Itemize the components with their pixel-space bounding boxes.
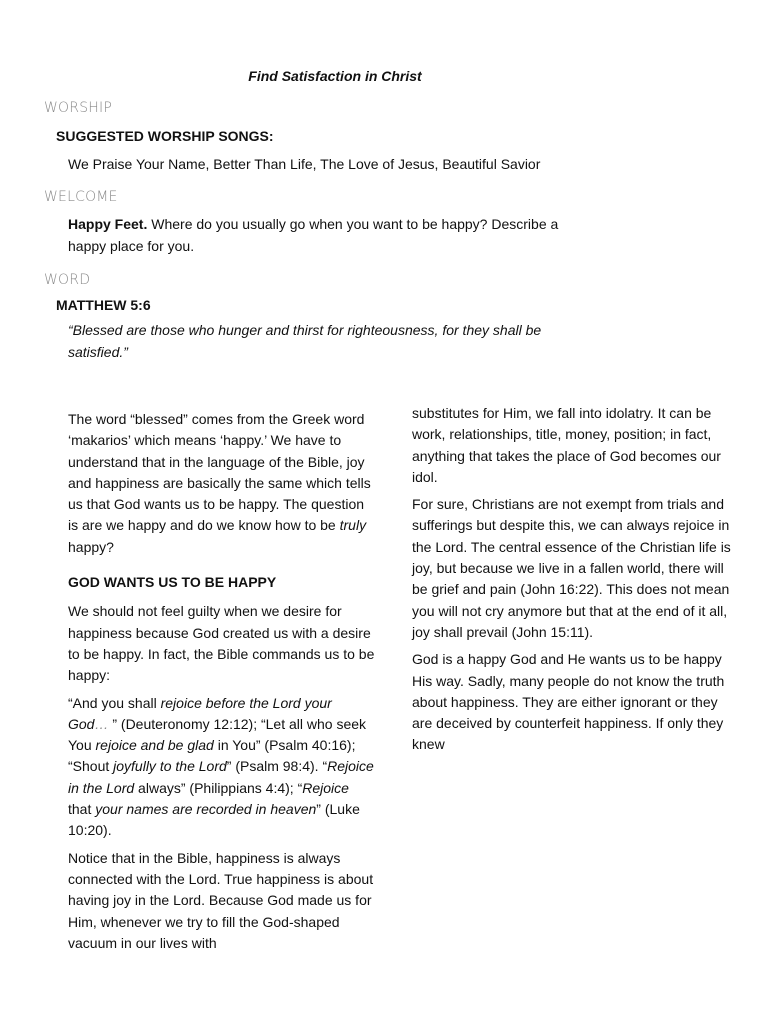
- text-run: that: [68, 801, 96, 818]
- text-run: ” (Luke 10:20).: [68, 801, 360, 839]
- text-run: always” (Philippians 4:4); “: [134, 779, 303, 796]
- scripture-reference: MATTHEW 5:6: [56, 297, 151, 313]
- text-run-italic: Rejoice: [302, 779, 349, 796]
- paragraph: [68, 409, 376, 558]
- page-title: Find Satisfaction in Christ: [248, 68, 422, 84]
- paragraph: God is a happy God and He wants us to be happy His way. Sadly, many people do not know the truth about happiness. They are either ignorant or they are deceived by counterfeit happiness. If only they knew: [412, 651, 725, 753]
- section-label-worship: WORSHIP: [44, 100, 112, 116]
- text-run: The word “blessed” comes from the Greek word ‘makarios’ which means ‘happy.’ We have to understand that in the language of the Bible, joy and happiness are basically the same which tells us that God wants us to be happy. The question is are we happy and do we know how to be: [68, 411, 371, 534]
- paragraph: We should not feel guilty when we desire for happiness because God created us with a desire to be happy. In fact, the Bible commands us to be happy:: [68, 603, 375, 684]
- section-label-word: WORD: [44, 272, 91, 288]
- welcome-question-text: Where do you usually go when you want to be happy? Describe a happy place for you.: [68, 216, 559, 254]
- scripture-quotes: [68, 693, 376, 842]
- text-run-italic: rejoice before the Lord your God: [68, 694, 332, 732]
- paragraph: Notice that in the Bible, happiness is always connected with the Lord. True happiness is about having joy in the Lord. Because God made us for Him, whenever we try to fill the God-shaped vacuum in our lives with: [68, 849, 374, 951]
- text-run-italic: truly: [339, 517, 367, 534]
- text-run: “And you shall: [68, 694, 161, 711]
- text-run-italic: rejoice and be glad: [95, 737, 214, 754]
- text-run-italic: Rejoice in the Lord: [68, 758, 374, 796]
- paragraph: substitutes for Him, we fall into idolatry. It can be work, relationships, title, money, position; in fact, anything that takes the place of God becomes our idol.: [412, 405, 721, 485]
- welcome-lead: Happy Feet.: [68, 216, 148, 232]
- text-run: ” (Deuteronomy 12:12); “Let all who seek You: [68, 715, 367, 754]
- subheading: GOD WANTS US TO BE HAPPY: [68, 574, 277, 591]
- text-run: happy?: [68, 538, 114, 555]
- column-left: [68, 409, 376, 960]
- text-run-italic: joyfully to the Lord: [113, 758, 227, 775]
- worship-songs-heading: SUGGESTED WORSHIP SONGS:: [56, 128, 274, 144]
- column-right: [412, 403, 734, 762]
- scripture-verse: “Blessed are those who hunger and thirst for righteousness, for they shall be satisfied.”: [68, 322, 542, 360]
- text-run-italic: your names are recorded in heaven: [95, 801, 317, 818]
- section-label-welcome: WELCOME: [44, 189, 118, 205]
- worship-songs-list: We Praise Your Name, Better Than Life, The Love of Jesus, Beautiful Savior: [68, 156, 541, 172]
- ellipsis: …: [94, 715, 109, 732]
- welcome-question: [68, 214, 593, 257]
- paragraph: For sure, Christians are not exempt from trials and sufferings but despite this, we can always rejoice in the Lord. The central essence of the Christian life is joy, but because we live in a fallen world, there will be grief and pain (John 16:22). This does not mean you will not cry anymore but that at the end of it all, joy shall prevail (John 15:11).: [412, 496, 731, 640]
- text-run: ” (Psalm 98:4). “: [226, 758, 328, 775]
- text-run: in You” (Psalm 40:16); “Shout: [68, 737, 356, 775]
